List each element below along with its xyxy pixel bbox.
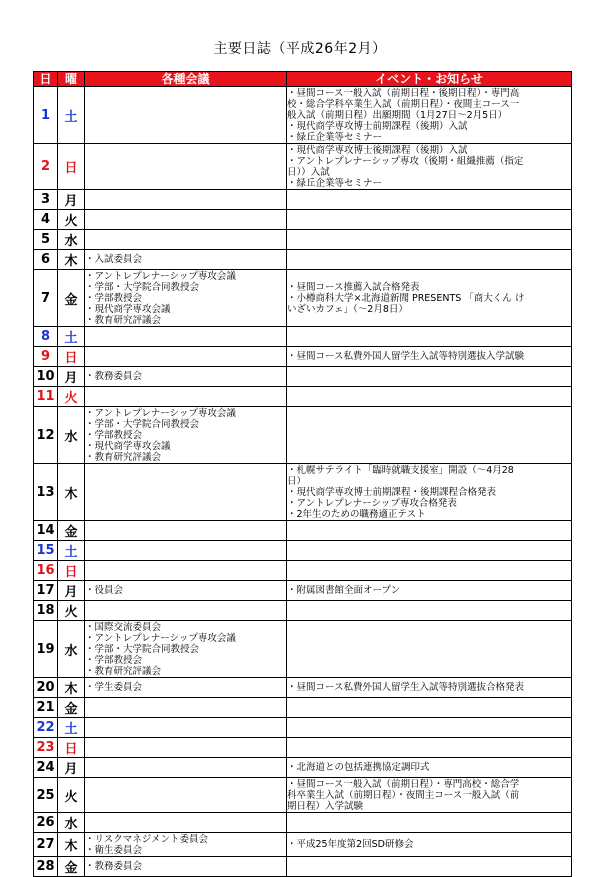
weekday-cell: 日	[58, 561, 85, 581]
day-cell: 1	[34, 87, 58, 144]
meetings-cell	[85, 250, 287, 270]
meeting-item: ・国際交流委員会	[85, 621, 162, 633]
table-row	[34, 678, 572, 698]
table-row	[34, 230, 572, 250]
event-item: 日）	[287, 475, 307, 487]
weekday-cell: 木	[58, 464, 85, 521]
events-cell	[287, 857, 572, 877]
day-cell: 6	[34, 250, 58, 270]
table-row	[34, 250, 572, 270]
meetings-cell	[85, 758, 287, 778]
events-cell	[287, 718, 572, 738]
meetings-cell	[85, 387, 287, 407]
weekday-cell: 日	[58, 738, 85, 758]
meeting-item: ・リスクマネジメント委員会	[85, 833, 209, 845]
day-cell: 20	[34, 678, 58, 698]
event-item: 般入試（前期日程）出願期間（1月27日～2月5日）	[287, 109, 508, 121]
event-item: 日））入試	[287, 166, 330, 178]
day-cell: 5	[34, 230, 58, 250]
header-weekday: 曜	[58, 72, 85, 87]
meetings-cell	[85, 87, 287, 144]
day-cell: 4	[34, 210, 58, 230]
weekday-cell: 土	[58, 327, 85, 347]
day-cell: 27	[34, 833, 58, 857]
events-cell	[287, 464, 572, 521]
table-row	[34, 561, 572, 581]
table-row	[34, 270, 572, 327]
meeting-item: ・学生委員会	[85, 682, 143, 693]
events-cell	[287, 698, 572, 718]
meetings-cell	[85, 621, 287, 678]
meetings-cell	[85, 210, 287, 230]
table-row	[34, 367, 572, 387]
weekday-cell: 月	[58, 190, 85, 210]
events-cell	[287, 250, 572, 270]
events-cell	[287, 833, 572, 857]
day-cell: 11	[34, 387, 58, 407]
event-item: ・アントレプレナーシップ専攻合格発表	[287, 497, 457, 509]
meetings-cell	[85, 144, 287, 190]
weekday-cell: 火	[58, 778, 85, 813]
meeting-item: ・教育研究評議会	[85, 451, 162, 463]
day-cell: 8	[34, 327, 58, 347]
day-cell: 9	[34, 347, 58, 367]
events-cell	[287, 210, 572, 230]
meeting-item: ・教務委員会	[85, 861, 143, 872]
table-row	[34, 857, 572, 877]
day-cell: 22	[34, 718, 58, 738]
table-row	[34, 347, 572, 367]
header-events: イベント・お知らせ	[287, 72, 572, 87]
table-row	[34, 87, 572, 144]
table-row	[34, 407, 572, 464]
day-cell: 3	[34, 190, 58, 210]
event-item: ・現代商学専攻博士前期課程・後期課程合格発表	[287, 486, 497, 498]
events-cell	[287, 144, 572, 190]
table-row	[34, 190, 572, 210]
day-cell: 21	[34, 698, 58, 718]
meetings-cell	[85, 347, 287, 367]
header-row	[34, 72, 572, 87]
events-cell	[287, 541, 572, 561]
weekday-cell: 水	[58, 230, 85, 250]
weekday-cell: 月	[58, 581, 85, 601]
event-item: ・緑丘企業等セミナー	[287, 131, 383, 143]
meetings-cell	[85, 718, 287, 738]
table-row	[34, 327, 572, 347]
meeting-item: ・入試委員会	[85, 254, 143, 265]
day-cell: 24	[34, 758, 58, 778]
events-cell	[287, 367, 572, 387]
event-item: いざいカフェ」（～2月8日）	[287, 303, 408, 315]
events-cell	[287, 407, 572, 464]
weekday-cell: 木	[58, 678, 85, 698]
meetings-cell	[85, 230, 287, 250]
meeting-item: ・アントレプレナーシップ専攻会議	[85, 407, 236, 419]
meeting-item: ・学部・大学院合同教授会	[85, 418, 200, 430]
meeting-item: ・学部教授会	[85, 654, 143, 666]
events-cell	[287, 758, 572, 778]
day-cell: 2	[34, 144, 58, 190]
event-item: ・小樽商科大学×北海道新聞 PRESENTS 「商大くん け	[287, 292, 525, 304]
weekday-cell: 土	[58, 87, 85, 144]
weekday-cell: 火	[58, 210, 85, 230]
table-row	[34, 738, 572, 758]
day-cell: 23	[34, 738, 58, 758]
weekday-cell: 水	[58, 621, 85, 678]
meeting-item: ・役員会	[85, 585, 124, 596]
meeting-item: ・学部教授会	[85, 292, 143, 304]
meetings-cell	[85, 581, 287, 601]
weekday-cell: 金	[58, 698, 85, 718]
table-row	[34, 521, 572, 541]
events-cell	[287, 678, 572, 698]
weekday-cell: 月	[58, 758, 85, 778]
events-cell	[287, 738, 572, 758]
event-item: ・昼間コース一般入試（前期日程・後期日程）・専門高	[287, 87, 520, 99]
events-cell	[287, 813, 572, 833]
meetings-cell	[85, 561, 287, 581]
event-item: ・北海道との包括連携協定調印式	[287, 762, 430, 773]
day-cell: 12	[34, 407, 58, 464]
meetings-cell	[85, 738, 287, 758]
weekday-cell: 土	[58, 541, 85, 561]
day-cell: 15	[34, 541, 58, 561]
meetings-cell	[85, 813, 287, 833]
weekday-cell: 火	[58, 601, 85, 621]
weekday-cell: 水	[58, 407, 85, 464]
table-row	[34, 581, 572, 601]
weekday-cell: 火	[58, 387, 85, 407]
day-cell: 18	[34, 601, 58, 621]
meetings-cell	[85, 857, 287, 877]
header-meetings: 各種会議	[85, 72, 287, 87]
meetings-cell	[85, 698, 287, 718]
weekday-cell: 水	[58, 813, 85, 833]
meeting-item: ・現代商学専攻会議	[85, 303, 171, 315]
table-row	[34, 698, 572, 718]
meetings-cell	[85, 833, 287, 857]
meetings-cell	[85, 678, 287, 698]
events-cell	[287, 230, 572, 250]
day-cell: 7	[34, 270, 58, 327]
table-row	[34, 387, 572, 407]
diary-table	[33, 71, 572, 877]
event-item: ・緑丘企業等セミナー	[287, 177, 383, 189]
meeting-item: ・教務委員会	[85, 371, 143, 382]
weekday-cell: 木	[58, 250, 85, 270]
day-cell: 26	[34, 813, 58, 833]
events-cell	[287, 621, 572, 678]
event-item: ・アントレプレナーシップ専攻（後期・組織推薦（指定	[287, 155, 524, 167]
table-row	[34, 601, 572, 621]
event-item: 校・総合学科卒業生入試（前期日程）・夜間主コース一	[287, 98, 520, 110]
diary-body	[34, 87, 572, 877]
day-cell: 10	[34, 367, 58, 387]
day-cell: 16	[34, 561, 58, 581]
meetings-cell	[85, 270, 287, 327]
event-item: ・2年生のための職務適正テスト	[287, 508, 426, 520]
weekday-cell: 土	[58, 718, 85, 738]
events-cell	[287, 347, 572, 367]
events-cell	[287, 87, 572, 144]
day-cell: 13	[34, 464, 58, 521]
event-item: ・昼間コース一般入試（前期日程）・専門高校・総合学	[287, 778, 520, 790]
meeting-item: ・学部・大学院合同教授会	[85, 281, 200, 293]
meeting-item: ・学部教授会	[85, 429, 143, 441]
table-row	[34, 833, 572, 857]
event-item: ・昼間コース私費外国人留学生入試等特別選抜合格発表	[287, 682, 525, 693]
meetings-cell	[85, 327, 287, 347]
event-item: ・現代商学専攻博士後期課程（後期）入試	[287, 144, 468, 156]
events-cell	[287, 270, 572, 327]
table-row	[34, 541, 572, 561]
meeting-item: ・衛生委員会	[85, 844, 143, 856]
events-cell	[287, 581, 572, 601]
meetings-cell	[85, 521, 287, 541]
meeting-item: ・アントレプレナーシップ専攻会議	[85, 270, 236, 282]
meeting-item: ・教育研究評議会	[85, 665, 162, 677]
meetings-cell	[85, 367, 287, 387]
event-item: ・附属図書館全面オープン	[287, 585, 401, 596]
table-row	[34, 464, 572, 521]
meeting-item: ・学部・大学院合同教授会	[85, 643, 200, 655]
meetings-cell	[85, 464, 287, 521]
table-row	[34, 144, 572, 190]
day-cell: 19	[34, 621, 58, 678]
event-item: ・札幌サテライト「臨時就職支援室」開設（～4月28	[287, 464, 514, 476]
table-row	[34, 621, 572, 678]
meetings-cell	[85, 778, 287, 813]
weekday-cell: 木	[58, 833, 85, 857]
event-item: 期日程）入学試験	[287, 800, 364, 812]
event-item: ・現代商学専攻博士前期課程（後期）入試	[287, 120, 468, 132]
day-cell: 28	[34, 857, 58, 877]
meetings-cell	[85, 190, 287, 210]
weekday-cell: 日	[58, 144, 85, 190]
meeting-item: ・教育研究評議会	[85, 314, 162, 326]
meeting-item: ・アントレプレナーシップ専攻会議	[85, 632, 236, 644]
day-cell: 14	[34, 521, 58, 541]
event-item: 科卒業生入試（前期日程）・夜間主コース一般入試（前	[287, 789, 520, 801]
weekday-cell: 金	[58, 270, 85, 327]
events-cell	[287, 190, 572, 210]
day-cell: 17	[34, 581, 58, 601]
events-cell	[287, 601, 572, 621]
page-title: 主要日誌（平成26年2月）	[213, 41, 387, 57]
events-cell	[287, 561, 572, 581]
weekday-cell: 月	[58, 367, 85, 387]
day-cell: 25	[34, 778, 58, 813]
header-day: 日	[34, 72, 58, 87]
table-row	[34, 758, 572, 778]
event-item: ・平成25年度第2回SD研修会	[287, 839, 414, 850]
meetings-cell	[85, 601, 287, 621]
event-item: ・昼間コース推薦入試合格発表	[287, 281, 420, 293]
meeting-item: ・現代商学専攻会議	[85, 440, 171, 452]
table-row	[34, 778, 572, 813]
weekday-cell: 金	[58, 857, 85, 877]
weekday-cell: 金	[58, 521, 85, 541]
events-cell	[287, 521, 572, 541]
event-item: ・昼間コース私費外国人留学生入試等特別選抜入学試験	[287, 351, 525, 362]
table-row	[34, 813, 572, 833]
events-cell	[287, 327, 572, 347]
events-cell	[287, 778, 572, 813]
table-row	[34, 718, 572, 738]
table-row	[34, 210, 572, 230]
events-cell	[287, 387, 572, 407]
weekday-cell: 日	[58, 347, 85, 367]
meetings-cell	[85, 541, 287, 561]
meetings-cell	[85, 407, 287, 464]
